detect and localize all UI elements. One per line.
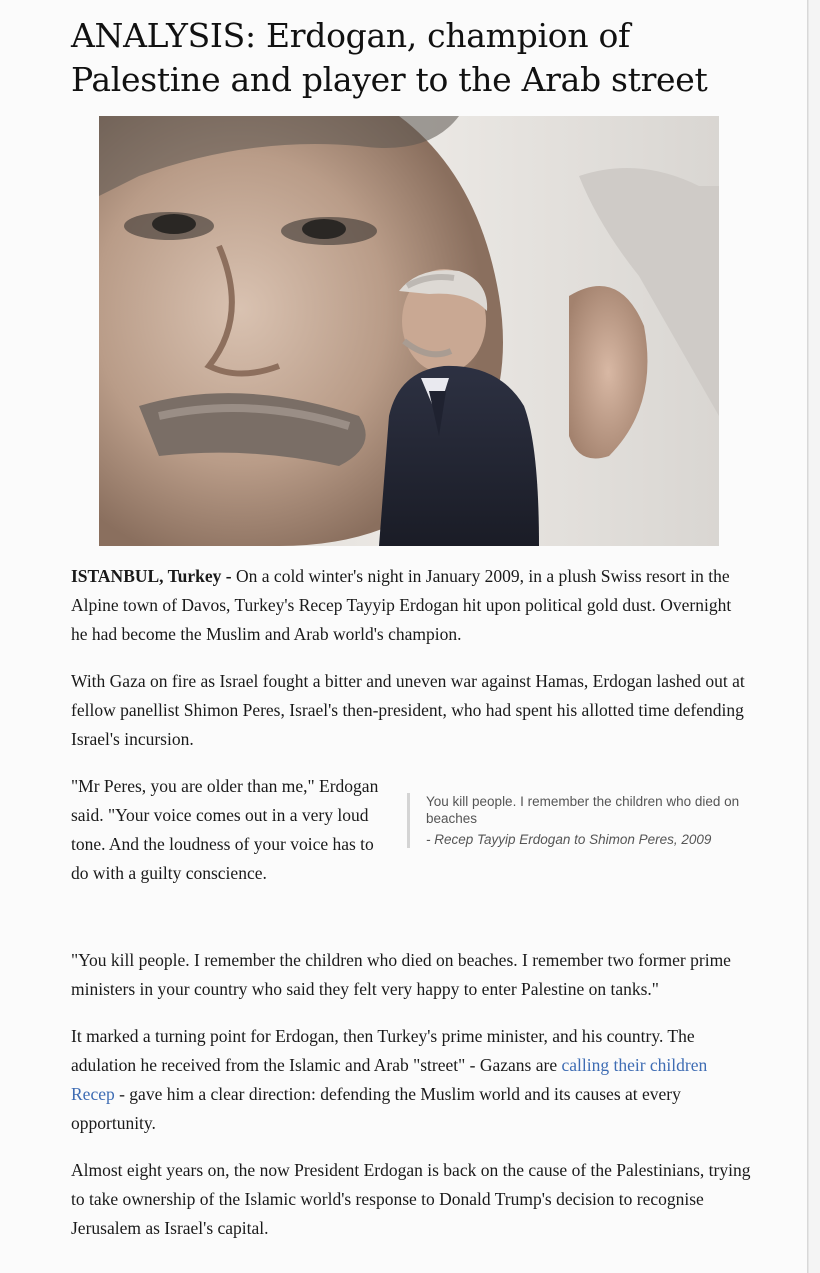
paragraph-5 — [71, 1022, 751, 1138]
hero-photo — [99, 116, 719, 546]
paragraph-2: With Gaza on fire as Israel fought a bitter and uneven war against Hamas, Erdogan lashed out at fellow panellist Shimon Peres, Israel's then-president, who had spent his allotted time defending Israel's incursion. — [71, 671, 745, 749]
paragraph-1 — [71, 562, 751, 649]
paragraph-5-before: It marked a turning point for Erdogan, then Turkey's prime minister, and his country. The adulation he received from the Islamic and Arab "street" - Gazans are — [71, 1026, 695, 1075]
pullquote-attribution: - Recep Tayyip Erdogan to Shimon Peres, 2009 — [426, 832, 712, 847]
calling-children-recep-link[interactable]: calling their children Recep — [71, 1055, 708, 1104]
paragraph-6: Almost eight years on, the now President Erdogan is back on the cause of the Palestinians, trying to take ownership of the Islamic world's response to Donald Trump's decision to recognise Jerusalem as Israel's capital. — [71, 1160, 751, 1238]
paragraph-5-after: - gave him a clear direction: defending the Muslim world and its causes at every opportunity. — [71, 1084, 681, 1133]
pullquote — [407, 793, 756, 848]
paragraph-3: "Mr Peres, you are older than me," Erdogan said. "Your voice comes out in a very loud tone. And the loudness of your voice has to do with a guilty conscience. — [71, 776, 379, 883]
article-body — [71, 562, 751, 1261]
erdogan-poster-image — [99, 116, 719, 546]
paragraph-1-text: On a cold winter's night in January 2009, in a plush Swiss resort in the Alpine town of Davos, Turkey's Recep Tayyip Erdogan hit upon political gold dust. Overnight he had become the Muslim and Arab world's champion. — [71, 566, 732, 644]
dateline: ISTANBUL, Turkey - — [71, 566, 232, 586]
article-headline: ANALYSIS: Erdogan, champion of Palestine and player to the Arab street — [71, 16, 708, 99]
quote-section — [71, 772, 751, 932]
pullquote-text: You kill people. I remember the children who died on beaches — [426, 794, 740, 826]
window-scrollbar[interactable] — [808, 0, 820, 1273]
paragraph-4: "You kill people. I remember the children who died on beaches. I remember two former prime ministers in your country who said they felt very happy to enter Palestine on tanks." — [71, 950, 731, 999]
